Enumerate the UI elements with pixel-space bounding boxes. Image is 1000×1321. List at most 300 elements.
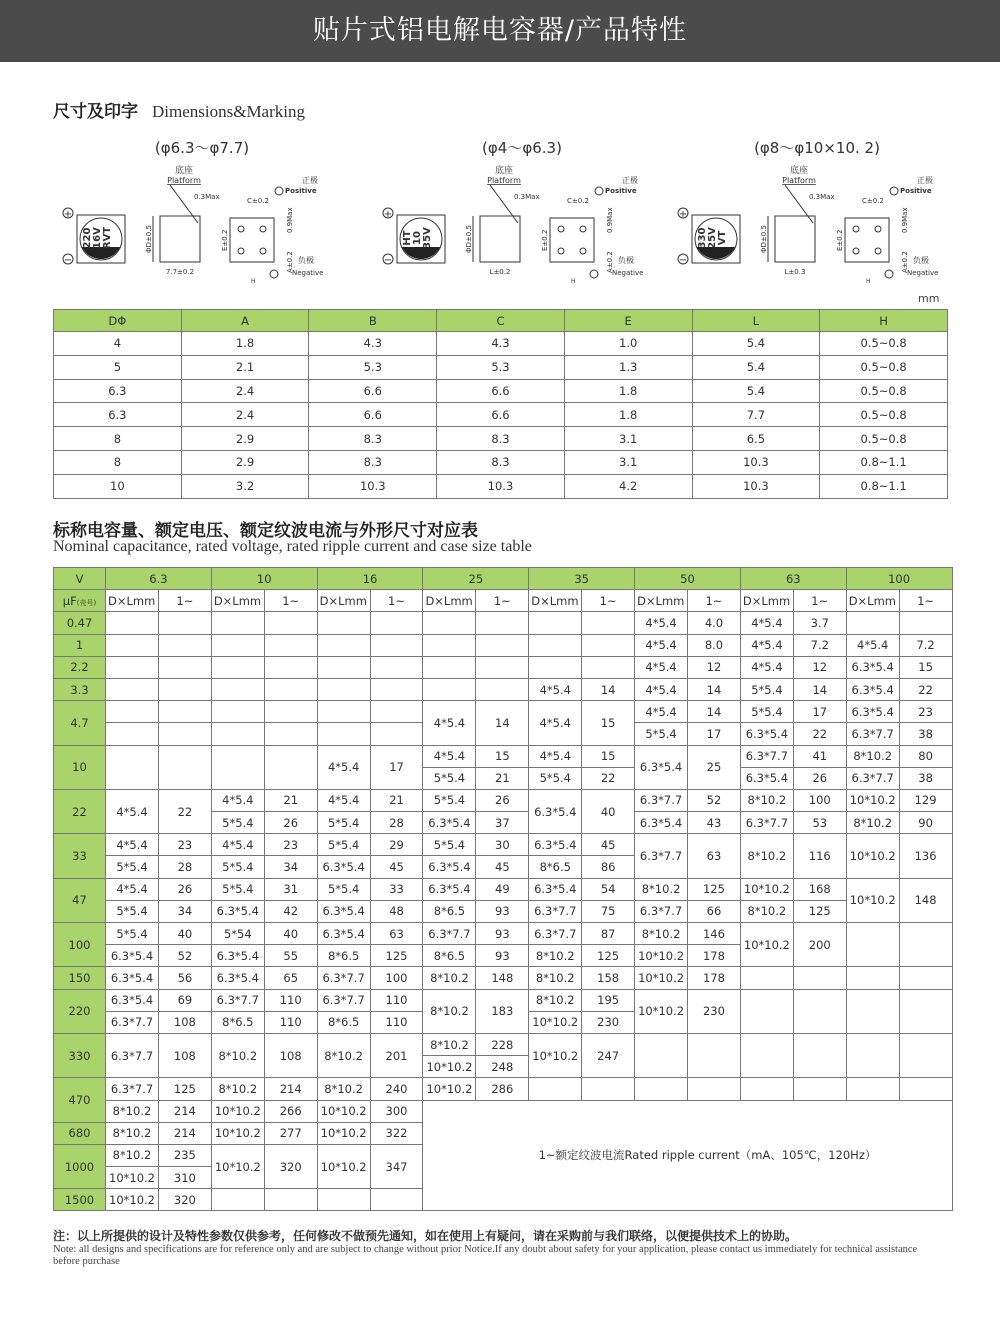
table-cell: 10*10.2 [740, 878, 793, 900]
table-cell [688, 1078, 741, 1100]
table-cell: 4*5.4 [529, 678, 582, 700]
minus-sign: − [63, 255, 73, 266]
size-column-header: D×Lmm [740, 590, 793, 612]
label-h: H [571, 278, 576, 285]
table-cell: 247 [582, 1033, 635, 1077]
table-cell [159, 634, 212, 656]
terminal-hole [580, 226, 586, 232]
dim-cell: 8.3 [309, 450, 437, 474]
capacitance-label: 0.47 [54, 612, 106, 634]
table-cell: 4*5.4 [211, 834, 264, 856]
voltage-header: 50 [635, 568, 741, 590]
table-cell: 7.2 [899, 634, 952, 656]
table-cell: 183 [476, 989, 529, 1033]
table-cell: 14 [688, 701, 741, 723]
table-cell: 6.3*5.4 [423, 878, 476, 900]
table-cell: 6.3*5.4 [529, 878, 582, 900]
dim-table-row [54, 450, 948, 474]
table-cell: 14 [688, 678, 741, 700]
table-cell: 8*6.5 [317, 945, 370, 967]
dim-cell: 8 [54, 450, 182, 474]
dim-cell: 1.8 [564, 403, 692, 427]
capacitor-drawing [667, 133, 967, 288]
negative-icon [590, 270, 598, 278]
table-cell [106, 612, 159, 634]
table-cell: 116 [793, 834, 846, 878]
table-cell: 23 [899, 701, 952, 723]
dim-cell: 1.8 [181, 332, 309, 356]
table-cell [211, 678, 264, 700]
table-cell: 10*10.2 [635, 945, 688, 967]
dim-cell: 2.9 [181, 427, 309, 451]
section-subheading-capacitance: Nominal capacitance, rated voltage, rated ripple current and case size table [53, 538, 532, 555]
table-cell: 63 [370, 923, 423, 945]
size-column-header: D×Lmm [423, 590, 476, 612]
table-cell: 5*5.4 [740, 678, 793, 700]
dim-cell: 6.6 [437, 379, 565, 403]
table-cell: 10*10.2 [211, 1100, 264, 1122]
capacitance-label: 4.7 [54, 701, 106, 745]
table-cell [211, 656, 264, 678]
dim-table-row [54, 332, 948, 356]
uf-label [54, 590, 106, 612]
table-cell: 6.3*7.7 [106, 1033, 159, 1077]
table-cell [106, 723, 159, 745]
table-cell: 230 [582, 1011, 635, 1033]
table-row [54, 656, 953, 678]
table-cell: 5*5.4 [423, 834, 476, 856]
table-row [54, 1078, 953, 1100]
minus-sign: − [383, 255, 393, 266]
table-cell: 53 [793, 812, 846, 834]
table-cell: 65 [264, 967, 317, 989]
voltage-label: V [54, 568, 106, 590]
table-cell: 30 [476, 834, 529, 856]
dim-cell: 8.3 [437, 450, 565, 474]
table-cell: 55 [264, 945, 317, 967]
dim-table-row [54, 474, 948, 498]
label-h: H [251, 278, 256, 285]
footer-note [53, 1227, 943, 1268]
table-cell: 15 [582, 745, 635, 767]
table-cell: 42 [264, 900, 317, 922]
table-cell: 4*5.4 [635, 612, 688, 634]
table-cell [264, 723, 317, 745]
table-cell: 4*5.4 [740, 656, 793, 678]
table-cell [423, 678, 476, 700]
dim-cell: 2.4 [181, 403, 309, 427]
table-cell: 38 [899, 723, 952, 745]
table-cell: 4*5.4 [635, 634, 688, 656]
table-cell: 34 [159, 900, 212, 922]
table-cell: 6.3*7.7 [635, 900, 688, 922]
ripple-column-header: 1~ [582, 590, 635, 612]
table-cell: 310 [159, 1167, 212, 1189]
table-cell: 34 [264, 856, 317, 878]
negative-en: Negative [612, 269, 644, 277]
table-cell: 15 [582, 701, 635, 745]
marking-text: 35V [422, 227, 433, 249]
dim-cell: 10.3 [692, 450, 820, 474]
table-cell: 45 [370, 856, 423, 878]
label-h: H [866, 278, 871, 285]
table-cell: 40 [159, 923, 212, 945]
table-cell: 7.2 [793, 634, 846, 656]
table-cell: 266 [264, 1100, 317, 1122]
ripple-column-header: 1~ [370, 590, 423, 612]
table-cell: 6.3*5.4 [317, 900, 370, 922]
table-cell: 54 [582, 878, 635, 900]
diagram-caption: (φ6.3～φ7.7) [154, 139, 250, 157]
table-cell: 146 [688, 923, 741, 945]
voltage-header-row [54, 568, 953, 590]
dim-cell: 6.5 [692, 427, 820, 451]
table-cell [899, 967, 952, 989]
platform-en: Platform [487, 176, 521, 185]
table-cell: 100 [793, 789, 846, 811]
marking-text: VT [717, 230, 728, 246]
table-cell: 5*5.4 [106, 856, 159, 878]
table-cell: 21 [370, 789, 423, 811]
table-cell: 6.3*5.4 [211, 900, 264, 922]
dim-header-cell: L [692, 310, 820, 332]
dim-cell: 1.3 [564, 355, 692, 379]
positive-cn: 正极 [917, 176, 933, 185]
dim-cell: 8.3 [437, 427, 565, 451]
dim-cell: 0.5~0.8 [820, 332, 948, 356]
table-cell [159, 678, 212, 700]
table-cell: 28 [370, 812, 423, 834]
table-cell: 228 [476, 1033, 529, 1055]
dim-cell: 2.1 [181, 355, 309, 379]
dim-header-cell: C [437, 310, 565, 332]
table-cell: 37 [476, 812, 529, 834]
table-cell: 6.3*5.4 [635, 812, 688, 834]
table-cell: 6.3*5.4 [740, 767, 793, 789]
table-cell: 75 [582, 900, 635, 922]
table-cell [793, 989, 846, 1033]
column-header-row [54, 590, 953, 612]
table-cell: 8*10.2 [317, 1078, 370, 1100]
minus-sign: − [678, 255, 688, 266]
table-cell [899, 989, 952, 1033]
table-cell: 28 [159, 856, 212, 878]
table-cell: 4*5.4 [423, 745, 476, 767]
dim-cell: 8 [54, 427, 182, 451]
table-cell: 108 [159, 1011, 212, 1033]
dim-cell: 10 [54, 474, 182, 498]
table-cell: 40 [264, 923, 317, 945]
table-cell: 5*5.4 [635, 723, 688, 745]
table-cell: 69 [159, 989, 212, 1011]
marking-text: 16V [92, 227, 103, 249]
table-cell: 38 [899, 767, 952, 789]
marking-text: 220 [82, 227, 93, 249]
table-cell: 6.3*5.4 [529, 834, 582, 856]
table-cell: 8*10.2 [846, 745, 899, 767]
label-e: E±0.2 [221, 229, 229, 251]
dim-cell: 5.4 [692, 355, 820, 379]
dim-header-cell: H [820, 310, 948, 332]
table-cell: 8*10.2 [740, 789, 793, 811]
dim-cell: 0.5~0.8 [820, 355, 948, 379]
table-cell: 6.3*5.4 [846, 701, 899, 723]
table-cell: 8.0 [688, 634, 741, 656]
table-cell: 6.3*5.4 [635, 745, 688, 789]
table-cell: 8*10.2 [529, 967, 582, 989]
table-cell [106, 656, 159, 678]
table-cell [264, 612, 317, 634]
dim-cell: 2.9 [181, 450, 309, 474]
table-cell [264, 678, 317, 700]
table-cell: 23 [264, 834, 317, 856]
platform-leader [785, 185, 813, 223]
table-cell: 29 [370, 834, 423, 856]
table-cell [846, 1033, 899, 1077]
platform-en: Platform [782, 176, 816, 185]
table-cell [370, 1189, 423, 1211]
table-cell: 4.0 [688, 612, 741, 634]
diagram-caption: (φ8～φ10×10. 2) [754, 139, 880, 157]
table-cell [476, 656, 529, 678]
marking-text: RVT [102, 226, 113, 250]
table-cell: 17 [688, 723, 741, 745]
table-cell: 6.3*5.4 [317, 923, 370, 945]
table-cell: 5*5.4 [106, 900, 159, 922]
dim-cell: 6.6 [309, 379, 437, 403]
capacitance-label: 220 [54, 989, 106, 1033]
table-cell: 6.3*7.7 [635, 834, 688, 878]
bottom-outline [845, 218, 889, 262]
dim-cell: 4 [54, 332, 182, 356]
dim-cell: 4.3 [309, 332, 437, 356]
bottom-outline [230, 218, 274, 262]
table-cell [529, 656, 582, 678]
table-cell: 6.3*7.7 [846, 767, 899, 789]
table-cell: 8*6.5 [423, 900, 476, 922]
dim-cell: 6.6 [309, 403, 437, 427]
table-cell [582, 634, 635, 656]
table-cell [899, 923, 952, 967]
plus-sign: + [383, 209, 393, 220]
table-cell: 87 [582, 923, 635, 945]
table-cell: 5*5.4 [317, 878, 370, 900]
table-cell [264, 656, 317, 678]
capacitor-drawing [372, 133, 672, 288]
dim-cell: 10.3 [437, 474, 565, 498]
table-cell: 6.3*7.7 [423, 923, 476, 945]
table-cell: 56 [159, 967, 212, 989]
table-cell: 12 [688, 656, 741, 678]
table-cell [370, 634, 423, 656]
plus-sign: + [678, 209, 688, 220]
table-cell: 10*10.2 [529, 1011, 582, 1033]
voltage-header: 100 [846, 568, 952, 590]
table-cell: 26 [159, 878, 212, 900]
diagram-1 [52, 133, 352, 288]
ripple-column-header: 1~ [688, 590, 741, 612]
dim-table-row [54, 403, 948, 427]
positive-icon [275, 187, 283, 195]
label-length: 7.7±0.2 [165, 268, 195, 276]
table-cell [793, 1033, 846, 1077]
table-cell [159, 612, 212, 634]
table-cell: 320 [264, 1144, 317, 1188]
table-cell: 22 [899, 678, 952, 700]
table-cell: 178 [688, 967, 741, 989]
table-cell [423, 612, 476, 634]
table-cell [476, 634, 529, 656]
negative-cn: 负极 [298, 256, 314, 265]
positive-en: Positive [605, 187, 637, 195]
table-cell: 5*54 [211, 923, 264, 945]
table-cell: 8*10.2 [635, 923, 688, 945]
table-cell: 8*10.2 [529, 989, 582, 1011]
table-cell [317, 634, 370, 656]
capacitor-drawing [52, 133, 352, 288]
table-cell: 5*5.4 [106, 923, 159, 945]
table-cell: 21 [264, 789, 317, 811]
table-cell [317, 656, 370, 678]
table-cell: 6.3*5.4 [211, 945, 264, 967]
table-cell: 10*10.2 [317, 1122, 370, 1144]
voltage-header: 6.3 [106, 568, 212, 590]
table-cell: 248 [476, 1056, 529, 1078]
table-cell: 10*10.2 [740, 923, 793, 967]
ripple-note: 1~额定纹波电流Rated ripple current（mA、105℃，120Hz） [423, 1100, 952, 1211]
negative-icon [885, 270, 893, 278]
table-cell [159, 745, 212, 789]
table-cell: 66 [688, 900, 741, 922]
table-cell: 40 [582, 789, 635, 833]
table-cell [635, 1078, 688, 1100]
table-row [54, 612, 953, 634]
table-cell: 4*5.4 [423, 701, 476, 745]
table-cell: 5*5.4 [211, 878, 264, 900]
table-cell: 6.3*5.4 [211, 967, 264, 989]
table-cell: 14 [582, 678, 635, 700]
table-cell [317, 701, 370, 723]
table-cell: 17 [370, 745, 423, 789]
table-cell: 45 [476, 856, 529, 878]
table-cell: 10*10.2 [846, 789, 899, 811]
table-cell: 10*10.2 [846, 834, 899, 878]
table-cell: 4*5.4 [740, 634, 793, 656]
table-cell: 8*10.2 [423, 989, 476, 1033]
table-cell: 8*6.5 [529, 856, 582, 878]
dim-cell: 2.4 [181, 379, 309, 403]
page-title: 贴片式铝电解电容器/产品特性 [0, 0, 1000, 62]
platform-cn: 底座 [789, 166, 809, 176]
table-cell: 125 [370, 945, 423, 967]
table-cell: 4*5.4 [106, 878, 159, 900]
label-09max: 0.9Max [606, 207, 614, 233]
table-cell: 4*5.4 [635, 656, 688, 678]
table-cell [370, 723, 423, 745]
voltage-header: 10 [211, 568, 317, 590]
table-cell [106, 701, 159, 723]
label-c: C±0.2 [862, 197, 884, 205]
diagram-3 [667, 133, 967, 288]
table-cell [846, 1078, 899, 1100]
capacitance-label: 100 [54, 923, 106, 967]
table-cell: 17 [793, 701, 846, 723]
table-cell [264, 634, 317, 656]
table-cell: 4*5.4 [106, 834, 159, 856]
table-cell: 33 [370, 878, 423, 900]
terminal-hole [238, 226, 244, 232]
table-cell: 48 [370, 900, 423, 922]
table-cell [211, 701, 264, 723]
table-cell: 4*5.4 [529, 701, 582, 745]
table-cell: 63 [688, 834, 741, 878]
table-cell: 100 [370, 967, 423, 989]
platform-cn: 底座 [174, 166, 194, 176]
capacitor-side-outline [480, 216, 520, 262]
dim-cell: 3.1 [564, 427, 692, 451]
table-cell: 300 [370, 1100, 423, 1122]
bottom-outline [550, 218, 594, 262]
table-cell: 6.3*5.4 [423, 856, 476, 878]
uf-subtext: (壳号) [76, 598, 97, 607]
table-cell: 108 [264, 1033, 317, 1077]
table-cell: 6.3*7.7 [106, 1011, 159, 1033]
label-d: ΦD±0.5 [760, 225, 768, 253]
terminal-hole [558, 248, 564, 254]
negative-cn: 负极 [618, 256, 634, 265]
table-cell: 200 [793, 923, 846, 967]
table-cell [370, 701, 423, 723]
dim-header-cell: DΦ [54, 310, 182, 332]
table-cell [106, 678, 159, 700]
table-cell: 158 [582, 967, 635, 989]
dim-cell: 5.4 [692, 379, 820, 403]
ripple-column-header: 1~ [793, 590, 846, 612]
dim-cell: 5.3 [309, 355, 437, 379]
table-row [54, 900, 953, 922]
dim-table-row [54, 379, 948, 403]
table-cell [582, 1078, 635, 1100]
table-cell: 4*5.4 [317, 745, 370, 789]
table-cell: 5*5.4 [740, 701, 793, 723]
table-cell [211, 723, 264, 745]
table-cell: 8*10.2 [846, 812, 899, 834]
table-row [54, 967, 953, 989]
dim-cell: 6.6 [437, 403, 565, 427]
table-cell [317, 723, 370, 745]
table-cell [317, 678, 370, 700]
unit-label: mm [918, 292, 940, 305]
table-cell [370, 612, 423, 634]
table-cell: 10*10.2 [106, 1167, 159, 1189]
dim-cell: 0.8~1.1 [820, 450, 948, 474]
table-cell [846, 923, 899, 967]
table-cell: 22 [582, 767, 635, 789]
marking-text: 25V [707, 227, 718, 249]
dim-header-cell: E [564, 310, 692, 332]
dim-cell: 10.3 [309, 474, 437, 498]
uf-text: μF [62, 593, 77, 608]
table-cell: 178 [688, 945, 741, 967]
table-cell [740, 989, 793, 1033]
table-cell: 4*5.4 [317, 789, 370, 811]
table-cell: 31 [264, 878, 317, 900]
table-cell: 52 [688, 789, 741, 811]
table-cell: 21 [476, 767, 529, 789]
table-cell: 8*6.5 [211, 1011, 264, 1033]
label-length: L±0.3 [784, 268, 806, 276]
table-cell: 6.3*5.4 [846, 678, 899, 700]
